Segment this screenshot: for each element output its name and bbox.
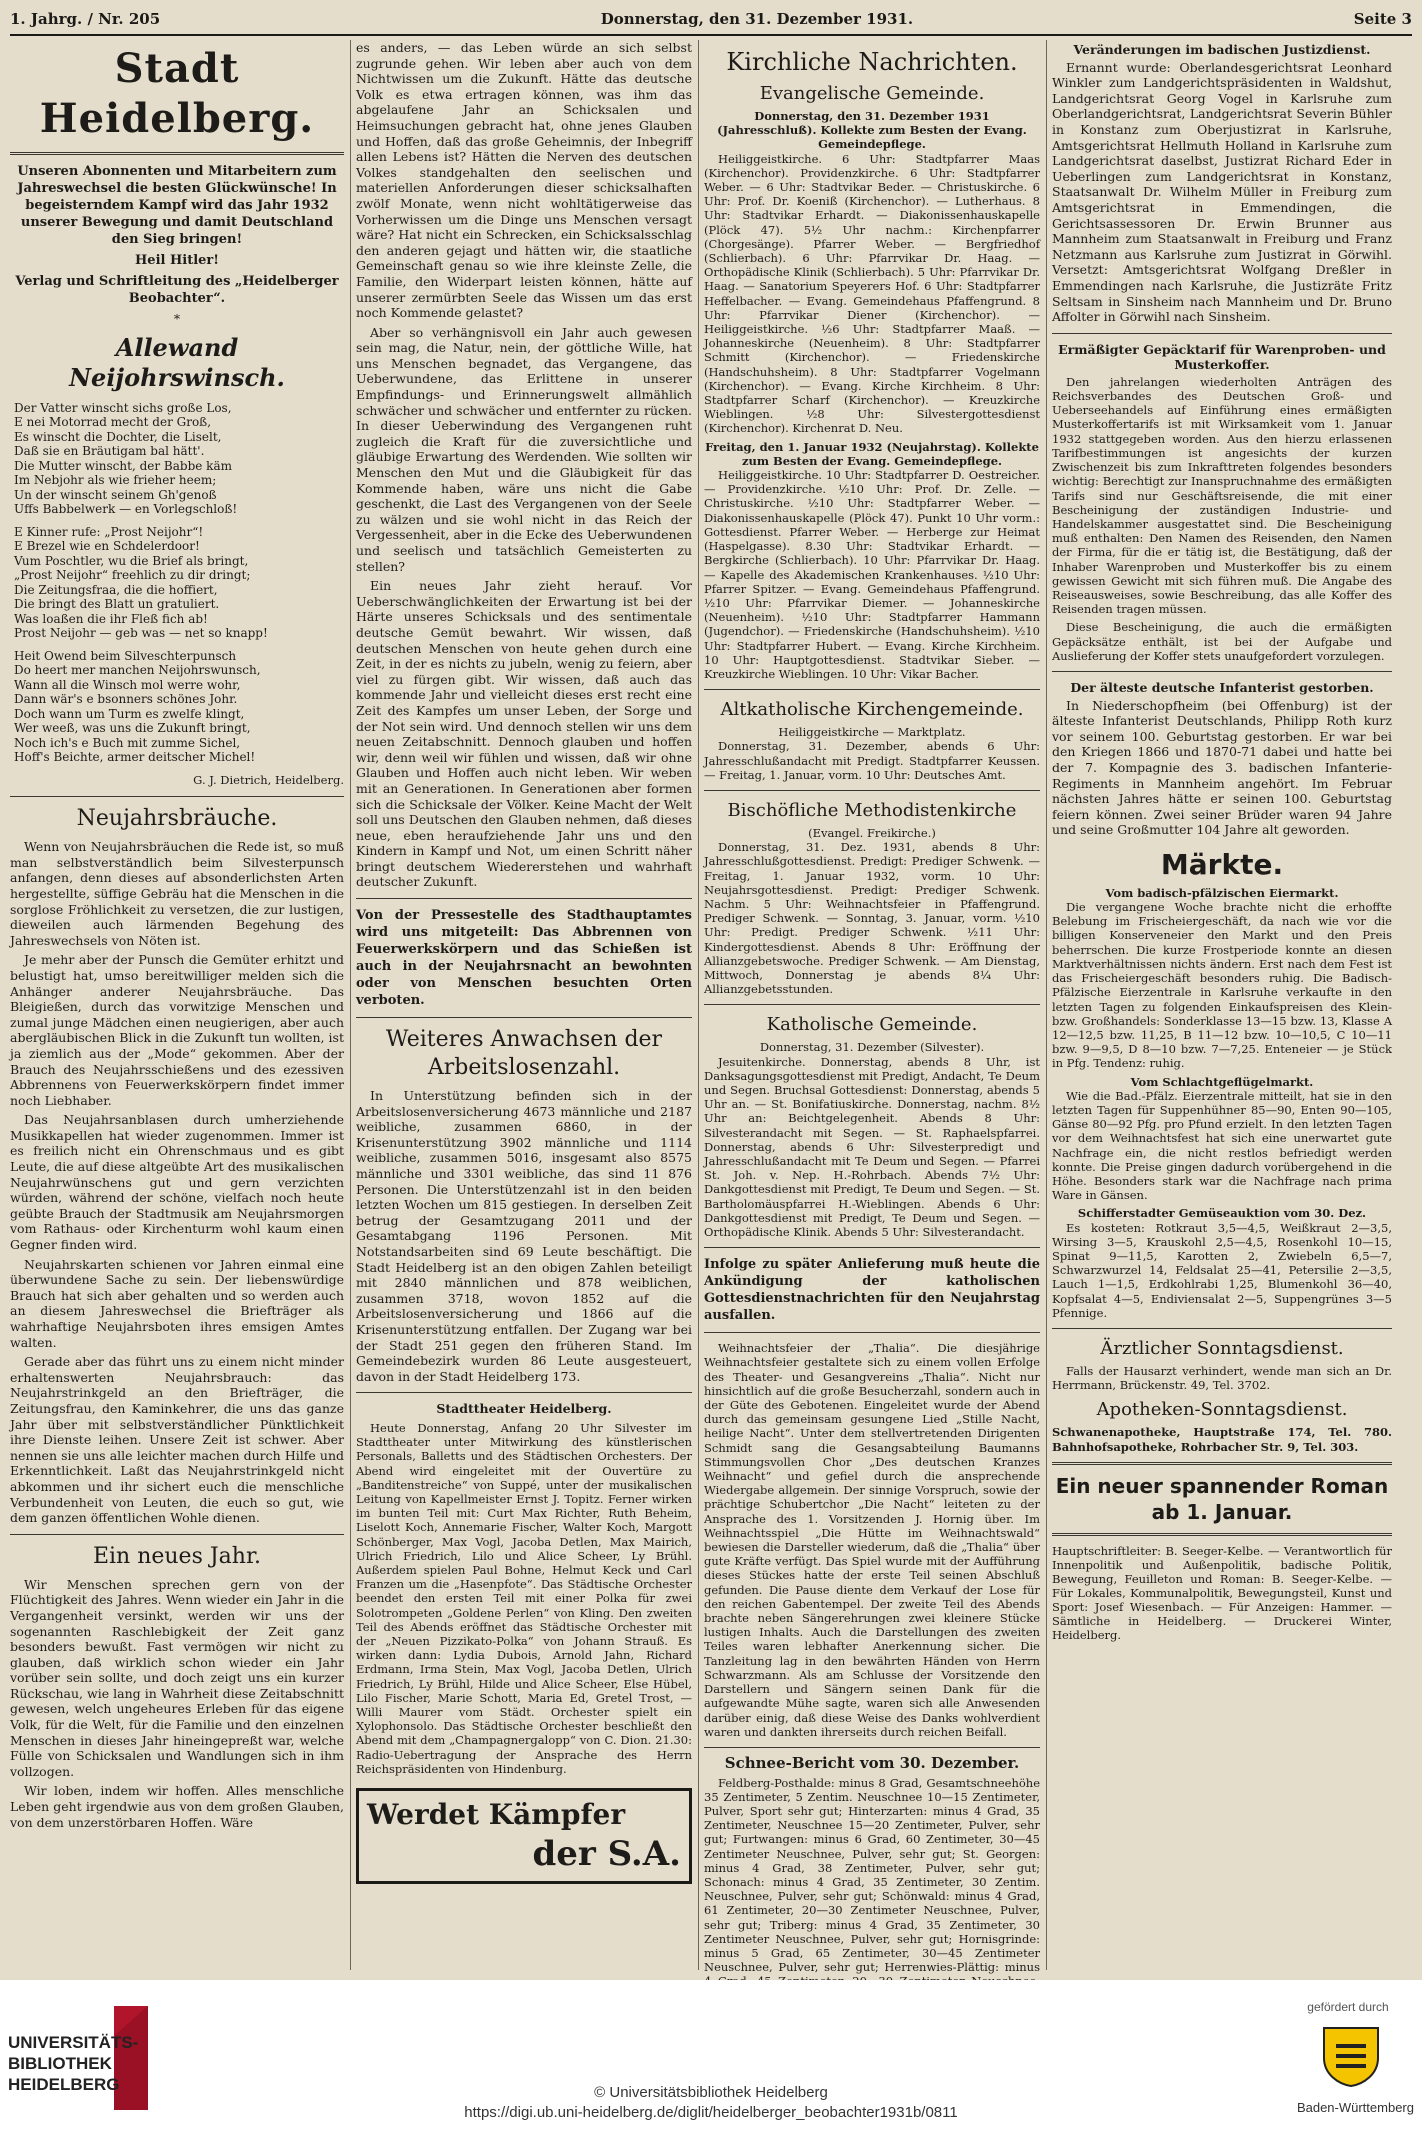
column-divider	[350, 40, 351, 1970]
article-paragraph: Ernannt wurde: Oberlandesgerichtsrat Leonhard Winkler zum Landgerichtspräsidenten in Waldshut, Landgerichtsrat Georg Vogel in Karlsruhe zum Oberlandgerichtsrat, Landgerichtsrat Severin Bühler in Konstanz zum Oberjustizrat in Karlsruhe, Amtsgerichtsrat Hellmuth Holland in Karlsruhe zum Landgerichtsrat daselbst, Justizrat Richard Eder in Ueberlingen zum Landgerichtsrat in Konstanz, Staatsanwalt Dr. Wilhelm Müller in Freiburg zum Amtsgerichtsrat in Emmendingen, die Gerichtsassessoren Dr. Erwin Brunner aus Mannheim zum Staatsanwalt in Freiburg und Franz Netzmann aus Karlsruhe zum Justizrat in Görwihl. Versetzt: Amtsgerichtsrat Wolfgang Dreßler in Emmendingen nach Karlsruhe, die Justizräte Fritz Seltsam in Sinsheim nach Mannheim und Dr. Bruno Affolter in Görwihl nach Sinsheim.	[1052, 59, 1392, 325]
page-number: Seite 3	[1353, 10, 1412, 28]
article-paragraph: Gerade aber das führt uns zu einem nicht minder erhaltenswerten Neujahrsbrauch: das Neujahrstrinkgeld an den Briefträger, die Zeitungsfrau, den Kaminkehrer, die uns das ganze Jahr über mit selbstverständlicher Pünktlichkeit ihre Dienste leihen. Unsere Zeit ist schwer. Aber nennen sie uns alle leichter machen durch Hilfe und Erkenntlichkeit. Laßt das Neujahrstrinkgeld nicht abkommen und ihr sichert euch die menschliche Verbundenheit von Leuten, die euch so gut, wie dem ganzen öffentlichen Wohle dienen.	[10, 1354, 344, 1526]
article-paragraph: Wenn von Neujahrsbräuchen die Rede ist, so muß man selbstverständlich beim Silvesterpunsch anfangen, denn dieses auf absonderlichsten Arten hergestellte, süffige Gebräu hat die Menschen in die sorglose Fröhlichkeit zu versetzen, die zur lustigen, dieweilen auch lärmenden Begehung des Jahreswechsels von Nöten ist.	[10, 839, 344, 948]
viewer-footer	[0, 1980, 1422, 2132]
issue-date: Donnerstag, den 31. Dezember 1931.	[600, 10, 914, 28]
article-heading: Vom badisch-pfälzischen Eiermarkt.	[1105, 885, 1339, 900]
library-name-line: BIBLIOTHEK	[8, 2054, 112, 2073]
subheading: Heiliggeistkirche — Marktplatz.	[778, 725, 966, 740]
imprint: Hauptschriftleiter: B. Seeger-Kelbe. — Verantwortlich für Innenpolitik und Außenpolitik, badische Politik, Bewegung, Feuilleton und Roman: B. Seeger-Kelbe. — Für Lokales, Kommunalpolitik, Bewegungsteil, Kunst und Sport: Josef Wiesenbach. — Für Anzeigen: Hammer. — Sämtliche in Heidelberg. — Druckerei Winter, Heidelberg.	[1052, 1543, 1392, 1642]
baden-wuerttemberg-crest-icon	[1320, 2024, 1382, 2088]
article-paragraph: Es kosteten: Rotkraut 3,5—4,5, Weißkraut 2—3,5, Wirsing 3—5, Krauskohl 2,5—4,5, Rosenkohl 10—15, Spinat 9—11,5, Karotten 2, Zwiebeln 6,5—7, Schwarzwurzel 14, Feldsalat 25—41, Petersilie 2—3,5, Lauch 1—1,5, Erdkohlrabi 1,25, Blumenkohl 36—40, Kopfsalat 4—5, Endiviensalat 2—5, Suppengrünes 3—5 Pfennige.	[1052, 1220, 1392, 1320]
article-paragraph: Wir Menschen sprechen gern von der Flüchtigkeit des Jahres. Wenn wieder ein Jahr in die Vergangenheit versinkt, werden wir uns der sogenannten Raschlebigkeit der Zeit ganz besonders bewußt. Fast vermögen wir nicht zu glauben, daß wirklich schon wieder ein Jahr vorüber sein sollte, und doch zeigt uns ein kurzer Rückschau, wie lang in Wahrheit diese Zeitabschnitt gewesen, welch ungeheures Erleben für das eigene Volk, für die Welt, für die Familie und den einzelnen Menschen in dieses Jahr hineingepreßt war, welche Fülle von Schicksalen und Wandlungen sich in ihm vollzogen.	[10, 1576, 344, 1779]
column-divider	[698, 40, 699, 1970]
column-divider	[1046, 40, 1047, 1970]
section-title-church: Kirchliche Nachrichten.	[726, 48, 1018, 76]
article-heading: Veränderungen im badischen Justizdienst.	[1073, 42, 1371, 57]
subheading: (Evangel. Freikirche.)	[808, 825, 936, 840]
service-date: Donnerstag, den 31. Dezember 1931 (Jahresschluß). Kollekte zum Besten der Evang. Gemeindepflege.	[717, 109, 1027, 152]
copyright-notice: © Universitätsbibliothek Heidelberg	[594, 2084, 828, 2101]
article-paragraph: Den jahrelangen wiederholten Anträgen des Reichsverbandes des Deutschen Groß- und Ueberseehandels auf Einführung eines ermäßigten Musterkoffertarifs ist mit Wirksamkeit vom 1. Januar 1932 stattgegeben worden. Aus den hierzu erlassenen Tarifbestimmungen ist angesichts der kurzen Zwischenzeit bis zum Inkrafttreten folgendes besonders wichtig: Berechtigt zur Inanspruchnahme des ermäßigten Tarifs sind nur Geschäftsreisende, die mit einer Bescheinigung der zuständigen Industrie- und Handelskammer ausgestattet sind. Die Bescheinigung muß enthalten: Den Namen des Reisenden, den Namen der Firma, für die er tätig ist, die Bestätigung, daß der Inhaber Warenproben und Musterkoffer bis zu einem gewissen Gewicht mit sich führen muß. Die Angabe des Reiseausweises, sowie Beschreibung, das alle Koffer des Reisenden tragen müssen.	[1052, 374, 1392, 617]
column-2	[356, 40, 692, 1970]
article-heading: Ein neues Jahr.	[92, 1543, 262, 1569]
divider	[10, 152, 344, 155]
divider	[356, 898, 692, 899]
poem-stanza: Der Vatter winscht sichs große Los, E nei Motorrad mecht der Groß, Es winscht die Dochter, die Liselt, Daß sie en Bräutigam bal hätt'. Die Mutter winscht, der Babbe käm Im Nebjohr als wie frieher heem; Un der winscht seinem Gh'genoß Uffs Babbelwerk — en Vorlegschloß!	[14, 400, 238, 517]
service-list: Heiliggeistkirche. 10 Uhr: Stadtpfarrer D. Oestreicher. — Providenzkirche. ½10 Uhr: Prof. Dr. Zelle. — Christuskirche. ½10 Uhr: Stadtpfarrer Weber. — Diakonissenhauskapelle (Plöck 47). Punkt 10 Uhr vorm.: Gottesdienst. Pfarrer Weber. — Herberge zur Heimat (Haspelgasse). 8.30 Uhr: Stadtvikar Erhardt. — Bergkirche (Schlierbach). 10 Uhr: Pfarrvikar Dr. Haag. — Kapelle des Akademischen Krankenhauses. ½10 Uhr: Pfarrer Spitzer. — Evang. Gemeindehaus Pfaffengrund. ½10 Uhr: Pfarrvikar Diemer. — Johanneskirche (Neuenheim). ½10 Uhr: Stadtpfarrer Hammann (Jugendchor). — Friedenskirche (Handschuhsheim). ½10 Uhr: Stadtpfarrer Hubert. — Evang. Kirche Kirchheim. 10 Uhr: Hauptgottesdienst. Stadtvikar Sieber. — Kreuzkirche Wieblingen. 10 Uhr: Vikar Bacher.	[704, 468, 1040, 681]
separator-star: *	[173, 311, 181, 326]
sa-advertisement	[356, 1788, 692, 1884]
article-paragraph: Ein neues Jahr zieht herauf. Vor Ueberschwänglichkeiten der Erwartung ist bei der Härte unseres Schicksals und des sentimentale deutsche Gemüt bewahrt. Wir wissen, daß deutschen Menschen von heute gehen durch eine Zeit, in der es nichts zu jubeln, wenig zu feiern, aber viel zu fürgen gibt. Wir wissen, daß auch das kommende Jahr und vielleicht dieses erst recht eine Zeit des Kampfes um unser Leben, der Sorge und der Not sein wird. Und dennoch stellen wir uns dem neuen Zeitabschnitt. Dennoch glauben und hoffen wir, denn weil wir fühlen und wissen, daß wir ohne Glauben und Hoffen auch nicht leben. Wir weben mit an Generationen. In Generationen aber formen sich die Schicksale der Völker. Keine Macht der Welt soll uns Deutschen den Glauben nehmen, daß dieses neue, eben heraufziehende Jahr uns und den Kindern in Kampf und Not, um einen Schritt näher bringt deutschem Wiedererstehen und wahrhaft deutscher Zukunft.	[356, 578, 692, 890]
funder-name: Baden-Württemberg	[1296, 2100, 1414, 2115]
section-title-stadt: Stadt Heidelberg.	[39, 45, 315, 142]
article-heading: Apotheken-Sonntagsdienst.	[1096, 1399, 1348, 1421]
poem-stanza: Heit Owend beim Silveschterpunsch Do heert mer manchen Neijohrswunsch, Wann all die Winsch mol werre wohr, Dann wär's e bsonners schönes Johr. Doch wann um Turm es zwelfe klingt, Wer weeß, was uns die Zukunft bringt, Noch ich's e Buch mit zumme Sichel, Hoff's Beichte, armer deitscher Michel!	[14, 648, 261, 765]
article-heading: Bischöfliche Methodistenkirche	[727, 799, 1017, 821]
library-name-line: HEIDELBERG	[8, 2075, 120, 2094]
subheading: Donnerstag, 31. Dezember (Silvester).	[759, 1040, 985, 1055]
column-4	[1052, 40, 1392, 1970]
article-heading: Schnee-Bericht vom 30. Dezember.	[724, 1753, 1020, 1772]
article-paragraph: Schwanenapotheke, Hauptstraße 174, Tel. 780. Bahnhofsapotheke, Rohrbacher Str. 9, Tel. 303.	[1052, 1425, 1392, 1454]
heil-line: Heil Hitler!	[135, 253, 219, 268]
page-header	[10, 8, 1412, 30]
divider	[704, 790, 1040, 791]
divider	[1052, 1328, 1392, 1329]
article-paragraph: Wir loben, indem wir hoffen. Alles menschliche Leben geht irgendwie aus von dem großen Glauben, von dem unzerstörbaren Hoffen. Wäre	[10, 1783, 344, 1830]
article-heading: Der älteste deutsche Infanterist gestorben.	[1070, 679, 1374, 695]
divider	[704, 1247, 1040, 1248]
late-delivery-notice: Infolge zu später Anlieferung muß heute die Ankündigung der katholischen Gottesdienstnachrichten für den Neujahrstag ausfallen.	[704, 1257, 1040, 1324]
header-rule	[10, 34, 1412, 36]
article-heading: Katholische Gemeinde.	[766, 1014, 978, 1036]
service-list: Jesuitenkirche. Donnerstag, abends 8 Uhr, ist Danksagungsgottesdienst mit Predigt, Andacht, Te Deum und Segen. Bruchsal Gottesdienst: Donnerstag, abends 5 Uhr an. — St. Bonifatiuskirche. Donnerstag, nachm. 8½ Uhr an: Beichtgelegenheit. Abends 8 Uhr: Silvesterandacht mit Segen. — St. Raphaelspfarrei. Donnerstag, abends 6 Uhr: Silvesterpredigt und Jahresschlußandacht mit Te Deum und Segen. — Pfarrei St. Joh. v. Nep. H.-Rohrbach. Abends 7½ Uhr: Dankgottesdienst mit Predigt, Te Deum und Segen. — St. Bartholomäuspfarrei H.-Wieblingen. Abends 6 Uhr: Dankgottesdienst mit Predigt, Te Deum und Segen. — Orthopädische Klinik. Abends 5 Uhr: Silvesterandacht.	[704, 1054, 1040, 1240]
divider	[1052, 1533, 1392, 1536]
article-heading: Vom Schlachtgeflügelmarkt.	[1130, 1074, 1314, 1089]
divider	[1052, 1462, 1392, 1465]
divider	[1052, 333, 1392, 334]
article-paragraph: Diese Bescheinigung, die auch die ermäßigten Gepäcksätze enthält, ist bei der Aufgabe und Auslieferung der Koffer stets unaufgefordert vorzulegen.	[1052, 620, 1392, 663]
service-list: Donnerstag, 31. Dezember, abends 6 Uhr: Jahresschlußandacht mit Predigt. Stadtpfarrer Keussen. — Freitag, 1. Januar, vorm. 10 Uhr: Deutsches Amt.	[704, 739, 1040, 782]
source-url[interactable]: https://digi.ub.uni-heidelberg.de/diglit/heidelberger_beobachter1931b/0811	[464, 2104, 958, 2121]
ad-line: der S.A.	[532, 1834, 681, 1875]
article-paragraph: In Unterstützung befinden sich in der Arbeitslosenversicherung 4673 männliche und 2187 weibliche, zusammen 6860, in der Krisenunterstützung 3902 männliche und 1114 weibliche, zusammen 5016, insgesamt also 8575 männliche und 3301 weibliche, das sind 11 876 Personen. Die Unterstützenzahl ist in den beiden letzten Wochen um 815 gestiegen. In derselben Zeit betrug der Gesamtzugang 2011 und der Gesamtabgang 1196 Personen. Mit Notstandsarbeiten sind 69 Leute beschäftigt. Die Stadt Heidelberg ist an den obigen Zahlen beteiligt mit 2840 männlichen und 878 weiblichen, zusammen 3718, wovon 1852 auf die Arbeitslosenversicherung und 1866 auf die Krisenunterstützung entfallen. Der Zugang war bei der Stadt 251 gegen den früheren Stand. Im Gemeindebezirk wurden 86 Leute ausgesteuert, davon in der Stadt Heidelberg 173.	[356, 1088, 692, 1384]
funded-by-label: gefördert durch	[1307, 2000, 1389, 2014]
service-list: Donnerstag, 31. Dez. 1931, abends 8 Uhr: Jahresschlußgottesdienst. Predigt: Prediger Schwenk. — Freitag, 1. Januar 1932, vorm. 10 Uhr: Neujahrsgottesdienst. Predigt: Prediger Schwenk. Nachm. 5 Uhr: Weihnachtsfeier in Pfaffengrund. Prediger Schwenk. — Sonntag, 3. Januar, vorm. ½10 Uhr: Predigt. Prediger Schwenk. ½11 Uhr: Kindergottesdienst. Abends 8 Uhr: Eröffnung der Allianzgebetswoche. Prediger Schwenk. — Am Dienstag, Mittwoch, Donnerstag je abends 8¼ Uhr: Allianzgebetsstunden.	[704, 840, 1040, 997]
article-heading: Stadttheater Heidelberg.	[436, 1401, 612, 1417]
poem-author: G. J. Dietrich, Heidelberg.	[193, 772, 344, 787]
article-heading: Evangelische Gemeinde.	[759, 83, 985, 104]
article-paragraph: es anders, — das Leben würde an sich selbst zugrunde gehen. Wir leben aber auch von dem Nichtwissen um die Zukunft. Hätte das deutsche Volk es etwa ertragen können, was ihm das abgelaufene Jahr an Schicksalen und Heimsuchungen gebracht hat, ohne jenes Glauben und Hoffen, daß das große Geheimnis, der Inbegriff allen Lebens ist? Hätten die Nerven des deutschen Volkes standgehalten den seelischen und materiellen Anforderungen dieser schicksalhaften zwölf Monate, wenn nicht wohltätigerweise das Vorherwissen um die Dinge uns Menschen versagt wäre? Hat nicht ein Schrecken, ein Schicksalsschlag den anderen gejagt und hätten wir, die staatliche Gemeinschaft genau so wie ihre kleinste Zelle, die Familie, den Widerpart leisten können, hätte auf unserer zermürbten Seele das Wissen um das erst noch Kommende gelastet?	[356, 40, 692, 321]
article-heading: Altkatholische Kirchengemeinde.	[720, 699, 1024, 721]
article-heading: Schifferstadter Gemüseauktion vom 30. Dez.	[1077, 1206, 1367, 1221]
poem-stanza: E Kinner rufe: „Prost Neijohr“! E Brezel wie en Schdelerdoor! Vum Poschtler, wu die Brief als bringt, „Prost Neijohr“ freehlich zu dir dringt; Die Zeitungsfraa, die die hoffiert, Die bringt des Blatt un gratuliert. Was loaßen die ihr Fleß fich ab! Prost Neijohr — geb was — net so knapp!	[14, 524, 268, 641]
divider	[704, 1004, 1040, 1005]
column-3	[704, 40, 1040, 1975]
article-paragraph: Neujahrskarten schienen vor Jahren einmal eine überwundene Sache zu sein. Der liebenswürdige Brauch hat sich aber gehalten und so werden auch an diesem Jahreswechsel die Briefträger als wahrhaftige Neujahrsboten ihres emsigen Amtes walten.	[10, 1256, 344, 1350]
article-heading: Weiteres Anwachsen der Arbeitslosenzahl.	[385, 1027, 663, 1081]
fireworks-notice: Von der Pressestelle des Stadthauptamtes wird uns mitgeteilt: Das Abbrennen von Feuerwerkskörpern und das Schießen ist auch in der Neujahrsnacht an bewohnten oder von Menschen besuchten Orten verboten.	[356, 908, 692, 1009]
new-year-greeting: Unseren Abonnenten und Mitarbeitern zum Jahreswechsel die besten Glückwünsche! In begeisterndem Kampf wird das Jahr 1932 unserer Bewegung und damit Deutschland den Sieg bringen!	[17, 164, 337, 247]
article-heading: Ermäßigter Gepäcktarif für Warenproben- und Musterkoffer.	[1058, 341, 1386, 373]
article-paragraph: Das Neujahrsanblasen durch umherziehende Musikkapellen hat wieder zugenommen. Immer ist es freilich nicht ein Ohrenschmaus und es gibt Leute, die auf diese altgeübte Art des musikalischen Neujahrwünschens gut und gern verzichten würden, während der schöne, vielfach noch heute geübte Brauch der Stadtmusik am Neujahrsmorgen vom Rathaus- oder Kirchenturm wohl kaum einen Gegner finden wird.	[10, 1112, 344, 1253]
article-paragraph: Weihnachtsfeier der „Thalia“. Die diesjährige Weihnachtsfeier gestaltete sich zu einem vollen Erfolge des Theater- und Gesangvereins „Thalia“. Nicht nur hinsichtlich auf die große Besucherzahl, sondern auch in der Güte des Gebotenen. Eingeleitet wurde der Abend durch das gemeinsam gesungene Lied „Stille Nacht, heilige Nacht“. Unter dem stellvertretenden Dirigenten Schmidt sang die Gesangsabteilung Baumanns Stimmungsvollen Chor „Des deutschen Kranzes Weihnacht“ und gefiel durch die ansprechende Wiedergabe allgemein. Der sinnige Vorspruch, sowie der prächtige Schubertchor „Die Nacht“ leiteten zu der Ansprache des 1. Vorsitzenden J. Hornig über. Im Weihnachtsspiel „Die Hütte im Weihnachtswald“ bewiesen die Darsteller wiederum, daß die „Thalia“ über gute Kräfte verfügt. Das Spiel wurde mit der Aufführung dieses Stückes hatte der erste Teil seinen Abschluß gefunden. Die Pause diente dem Verkauf der Lose für den reichen Gabentempel. Der zweite Teil des Abends brachte neben Sängerehrungen zwei kleinere Stücke lustigen Inhalts. Auch die Darstellungen des zweiten Teiles waren lebhafter Anerkennung sicher. Die Tanzleitung lag in den bewährten Händen von Herrn Schwarzmann. Als am Schlusse der Vorsitzende den Darstellern und Sängern seinen Dank für die aufgewandte Mühe sagte, waren sich alle Anwesenden darüber einig, daß diese Weise des Danks wohlverdient waren und dankten ihrerseits durch reichen Beifall.	[704, 1341, 1040, 1739]
snow-report: Feldberg-Posthalde: minus 8 Grad, Gesamtschneehöhe 35 Zentimeter, 5 Zentim. Neuschnee 10—15 Zentimeter, Pulver, Sport sehr gut; Hinterzarten: minus 4 Grad, 35 Zentimeter, Neuschnee 15—20 Zentimeter, Pulver, sehr gut; Furtwangen: minus 6 Grad, 60 Zentimeter, 30—45 Zentimeter Neuschnee, Pulver, sehr gut; St. Georgen: minus 4 Grad, 38 Zentimeter, Pulver, sehr gut; Schonach: minus 4 Grad, 35 Zentimeter, 30 Zentim. Neuschnee, Pulver, sehr gut; Schönwald: minus 4 Grad, 61 Zentimeter, 20—30 Zentimeter Neuschnee, Pulver, sehr gut; Triberg: minus 4 Grad, 35 Zentimeter, 30 Zentimeter Neuschnee, Pulver, sehr gut; Hornisgrinde: minus 5 Grad, 65 Zentimeter, 30—45 Zentimeter Neuschnee, Pulver, sehr gut; Herrenwies-Plättig: minus	[704, 1775, 1040, 1975]
section-title-markets: Märkte.	[1160, 847, 1284, 881]
article-paragraph: Wie die Bad.-Pfälz. Eierzentrale mitteilt, hat sie in den letzten Tagen für Suppenhühner 85—90, Enten 90—105, Gänse 80—92 Pfg. pro Pfund erzielt. In den letzten Tagen vor dem Weihnachtsfest hat sich eine unerwartet gute Nachfrage ein, die nicht restlos befriedigt werden konnte. Die Preise gingen dadurch vorübergehend in die Höhe. Besonders stark war die Nachfrage nach prima Ware in Gänsen.	[1052, 1088, 1392, 1203]
article-paragraph: In Niederschopfheim (bei Offenburg) ist der älteste Infanterist Deutschlands, Philipp Roth kurz vor seinem 100. Geburtstag gestorben. Er war bei den Kriegen 1866 und 1870-71 dabei und hatte bei der 7. Kompagnie des 3. badischen Infanterie-Regiments in Mannheim angehört. Im Februar nächsten Jahres hätte er seinen 100. Geburtstag feiern können. Zwei seiner Brüder waren 94 Jahre und seine Großmutter 104 Jahre alt geworden.	[1052, 697, 1392, 838]
issue-number: 1. Jahrg. / Nr. 205	[10, 10, 161, 28]
divider	[704, 1332, 1040, 1333]
serial-novel-announcement: Ein neuer spannender Roman ab 1. Januar.	[1055, 1473, 1389, 1524]
article-paragraph: Falls der Hausarzt verhindert, wende man sich an Dr. Herrmann, Brückenstr. 49, Tel. 3702.	[1052, 1363, 1392, 1393]
publisher-line: Verlag und Schriftleitung des „Heidelberger Beobachter“.	[15, 274, 339, 306]
article-paragraph: Je mehr aber der Punsch die Gemüter erhitzt und belustigt hat, umso bereitwilliger melden sich die Anhänger anderer Neujahrsbräuche. Das Bleigießen, durch das vorwitzige Menschen und zumal junge Mädchen einen neugierigen, aber auch abergläubischen Blick in die Zukunft tun wollten, ist ja ziemlich aus der „Mode“ gekommen. Aber der Brauch des Neujahrsschießens und des ezessiven Abbrennens von Feuerwerkskörpern findet immer noch Liebhaber.	[10, 952, 344, 1108]
column-1	[10, 40, 344, 1970]
library-name-line: UNIVERSITÄTS-	[8, 2033, 139, 2052]
service-date: Freitag, den 1. Januar 1932 (Neujahrstag). Kollekte zum Besten der Evang. Gemeindepflege.	[705, 439, 1039, 468]
service-list: Heiliggeistkirche. 6 Uhr: Stadtpfarrer Maas (Kirchenchor). Providenzkirche. 6 Uhr: Stadtpfarrer Weber. — 6 Uhr: Stadtvikar Beder. — Christuskirche. 6 Uhr: Prof. Dr. Koeniß (Kirchenchor). — Lutherhaus. 8 Uhr: Stadtvikar Erhardt. — Diakonissenhauskapelle (Plöck 47). 5½ Uhr nachm.: Kirchenpfarrer (Chorgesänge). Pfarrer Weber. — Bergfriedhof (Schlierbach). 6 Uhr: Pfarrvikar Dr. Haag. — Orthopädische Klinik (Schlierbach). 5 Uhr: Pfarrvikar Dr. Haag. — Sanatorium Speyerers Hof. 6 Uhr: Stadtpfarrer Heffelbacher. — Evang. Gemeindehaus Pfaffengrund. 8 Uhr: Pfarrvikar Diener (Kirchenchor). — Heiliggeistkirche. ½6 Uhr: Stadtpfarrer Maaß. — Johanneskirche (Neuenheim). 8 Uhr: Stadtpfarrer Schmitt (Kirchenchor). — Friedenskirche (Handschuhsheim). 8 Uhr: Stadtpfarrer Vogelmann (Kirchenchor). — Evang. Kirche Kirchheim. 8 Uhr: Stadtpfarrer Scharf (Kirchenchor). — Kreuzkirche Wieblingen. ½8 Uhr: Silvestergottesdienst (Kirchenchor). Kirchenrat D. Neu.	[704, 151, 1040, 436]
divider	[10, 1534, 344, 1535]
ad-line: Werdet Kämpfer	[367, 1798, 626, 1832]
divider	[10, 796, 344, 797]
article-paragraph: Aber so verhängnisvoll ein Jahr auch gewesen sein mag, die Natur, nein, der göttliche Wille, hat uns Menschen begnadet, das Vergangene, das Ueberwundene, das Erlittene in unserer Empfindungs- und Erinnerungswelt allmählich schwächer und schwächer und entfernter zu rücken. In dieser Ueberwindung des Vergangenen ruht zugleich die Kraft für die zuversichtliche und gläubige Erwartung des Werdenden. Wie sollten wir Menschen den Mut und die Gläubigkeit für das Kommende haben, wäre uns nicht die Gabe geschenkt, die Last des Vergangenen von der Seele zu wälzen und sie wohl nicht in das Reich der Vergessenheit, aber in die Ecke des Ueberwundenen und seelisch und tatsächlich Gemeisterten zu stellen?	[356, 324, 692, 574]
divider	[704, 689, 1040, 690]
article-heading: Ärztlicher Sonntagsdienst.	[1100, 1337, 1344, 1359]
article-paragraph: Die vergangene Woche brachte nicht die erhoffte Belebung im Frischeiergeschäft, da nach wie vor die billigen Konserveneier den Markt und den Preis beherrschen. Die kurze Frostperiode konnte an diesen Marktverhältnissen nichts ändern. Erst nach dem Fest ist das Frischeiergeschäft besonders ruhig. Die Badisch-Pfälzische Eierzentrale in Karlsruhe verkaufte in den letzten Tagen zu folgenden Einkaufspreisen des Klein- bzw. Großhandels: Sonderklasse 13—15 bzw. 13, Klasse A 12—12,5 bzw. 11,25, B 11—12 bzw. 10—10,5, C 10—11 bzw. 9—9,5, D 8—10 bzw. 7—7,25. Enteneier — je Stück in Pfg. Tendenz: ruhig.	[1052, 900, 1392, 1071]
divider	[704, 1747, 1040, 1748]
divider	[356, 1017, 692, 1018]
divider	[356, 1392, 692, 1393]
article-paragraph: Heute Donnerstag, Anfang 20 Uhr Silvester im Stadttheater unter Mitwirkung des künstlerischen Personals, Balletts und des Städtischen Orchesters. Der Abend wird eingeleitet mit der Ouvertüre zu „Banditenstreiche“ von Suppé, unter der musikalischen Leitung von Kapellmeister Ernst J. Topitz. Ferner wirken im bunten Teil mit: Curt Max Richter, Ruth Beheim, Liselott Koch, Annemarie Fischer, Walter Koch, Margott Schönberger, Max Vogl, Jacoba Detlen, Max Mairich, Ulrich Friedrich, Lilo und Alice Scheer, Ly Brühl. Außerdem spielen Paul Bohne, Helmut Keck und Carl Franzen um die „Hasenpfote“. Das Städtische Orchester beendet den ersten Teil mit einer Polka für zwei Solotrompeten „Goldene Perlen“ von Kling. Den zweiten Teil des Abends eröffnet das Städtische Orchester mit der „Neuen Pizzikato-Polka“ von Johann Strauß. Es wirken dann: Lydia Dubois, Arnold Jahn, Richard Erdmann, Irma Stein, Max Vogl, Jacoba Detlen, Ulrich Friedrich, Ly Brühl, Hilde und Alice Scheer, Else Hübel, Lilo Fischer, Marie Schott, Maria Ed, Gretel Trost, — Willi Maurer vom Städt. Orchester spielt ein Xylophonsolo. Das Städtische Orchester beschließt den Abend mit dem „Champagnergalopp“ von C. Dion. 21.30: Radio-Uebertragung der Ansprache des Herrn Reichspräsidenten von Hindenburg.	[356, 1420, 692, 1776]
divider	[1052, 671, 1392, 672]
poem-title: Allewand Neijohrswinsch.	[69, 332, 285, 392]
article-heading: Neujahrsbräuche.	[76, 806, 278, 832]
